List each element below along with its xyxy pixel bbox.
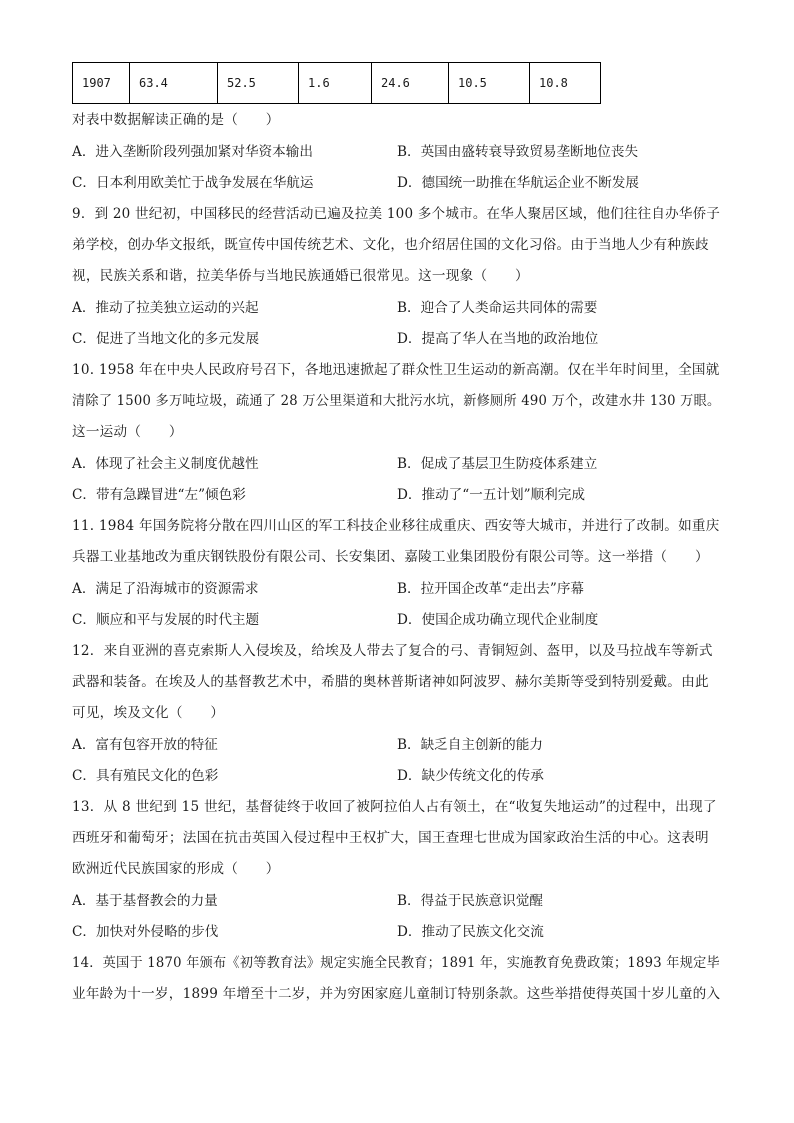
question-12-line-1: 12．来自亚洲的喜克索斯人入侵埃及，给埃及人带去了复合的弓、青铜短剑、盔甲，以及马拉战车等新式 [72, 643, 713, 659]
table-cell: 1.6 [299, 63, 372, 104]
question-10-line-1: 10. 1958 年在中央人民政府号召下，各地迅速掀起了群众性卫生运动的新高潮。仅在半年时间里，全国就 [72, 362, 720, 378]
q11-option-c: C．顺应和平与发展的时代主题 [72, 612, 260, 628]
q12-option-d: D．缺少传统文化的传承 [397, 768, 544, 784]
q10-option-a: A．体现了社会主义制度优越性 [72, 456, 259, 472]
table-row [73, 63, 601, 104]
q9-option-d: D．提高了华人在当地的政治地位 [397, 331, 599, 347]
q10-option-b: B．促成了基层卫生防疫体系建立 [397, 456, 598, 472]
question-13-line-2: 西班牙和葡萄牙；法国在抗击英国入侵过程中王权扩大，国王查理七世成为国家政治生活的中心。这表明 [72, 830, 709, 846]
q8-option-a: A．进入垄断阶段列强加紧对华资本输出 [72, 144, 313, 160]
q13-option-d: D．推动了民族文化交流 [397, 924, 544, 940]
q8-option-c: C．日本利用欧美忙于战争发展在华航运 [72, 175, 314, 191]
question-11-line-2: 兵器工业基地改为重庆钢铁股份有限公司、长安集团、嘉陵工业集团股份有限公司等。这一举措（ ） [72, 549, 709, 565]
table-cell: 1907 [73, 63, 130, 104]
q12-option-a: A．富有包容开放的特征 [72, 737, 218, 753]
question-13-line-1: 13．从 8 世纪到 15 世纪，基督徒终于收回了被阿拉伯人占有领土，在“收复失地运动”的过程中，出现了 [72, 799, 717, 815]
table-cell: 10.8 [530, 63, 601, 104]
q13-option-b: B．得益于民族意识觉醒 [397, 893, 543, 909]
question-10-line-3: 这一运动（ ） [72, 424, 183, 440]
q12-option-b: B．缺乏自主创新的能力 [397, 737, 543, 753]
q10-option-c: C．带有急躁冒进“左”倾色彩 [72, 487, 246, 503]
q9-option-a: A．推动了拉美独立运动的兴起 [72, 300, 259, 316]
question-9-line-1: 9．到 20 世纪初，中国移民的经营活动已遍及拉美 100 多个城市。在华人聚居区域，他们往往自办华侨子 [72, 206, 721, 222]
question-9-line-2: 弟学校，创办华文报纸，既宣传中国传统艺术、文化，也介绍居住国的文化习俗。由于当地人少有种族歧 [72, 237, 709, 253]
table-cell: 52.5 [218, 63, 299, 104]
question-14-line-1: 14．英国于 1870 年颁布《初等教育法》规定实施全民教育；1891 年，实施教育免费政策；1893 年规定毕 [72, 955, 720, 971]
question-12-line-2: 武器和装备。在埃及人的基督教艺术中，希腊的奥林普斯诸神如阿波罗、赫尔美斯等受到特别爱戴。由此 [72, 674, 709, 690]
q9-option-c: C．促进了当地文化的多元发展 [72, 331, 260, 347]
table-cell: 63.4 [130, 63, 218, 104]
question-14-line-2: 业年龄为十一岁，1899 年增至十二岁，并为穷困家庭儿童制订特别条款。这些举措使得英国十岁儿童的入 [72, 986, 721, 1002]
q13-option-c: C．加快对外侵略的步伐 [72, 924, 219, 940]
question-10-line-2: 清除了 1500 多万吨垃圾，疏通了 28 万公里渠道和大批污水坑，新修厕所 490 万个，改建水井 130 万眼。 [72, 393, 721, 409]
q12-option-c: C．具有殖民文化的色彩 [72, 768, 219, 784]
q11-option-b: B．拉开国企改革“走出去”序幕 [397, 581, 585, 597]
q10-option-d: D．推动了“一五计划”顺利完成 [397, 487, 585, 503]
question-13-line-3: 欧洲近代民族国家的形成（ ） [72, 861, 280, 877]
q8-option-b: B．英国由盛转衰导致贸易垄断地位丧失 [397, 144, 639, 160]
table-cell: 24.6 [372, 63, 449, 104]
question-9-line-3: 视，民族关系和谐，拉美华侨与当地民族通婚已很常见。这一现象（ ） [72, 268, 529, 284]
q11-option-d: D．使国企成功确立现代企业制度 [397, 612, 599, 628]
q11-option-a: A．满足了沿海城市的资源需求 [72, 581, 259, 597]
data-table [72, 62, 601, 104]
table-cell: 10.5 [449, 63, 530, 104]
question-11-line-1: 11. 1984 年国务院将分散在四川山区的军工科技企业移往成重庆、西安等大城市，并进行了改制。如重庆 [72, 518, 720, 534]
question-12-line-3: 可见，埃及文化（ ） [72, 705, 225, 721]
q9-option-b: B．迎合了人类命运共同体的需要 [397, 300, 598, 316]
q8-option-d: D．德国统一助推在华航运企业不断发展 [397, 175, 639, 191]
q13-option-a: A．基于基督教会的力量 [72, 893, 218, 909]
question-8-stem: 对表中数据解读正确的是（ ） [72, 112, 280, 128]
